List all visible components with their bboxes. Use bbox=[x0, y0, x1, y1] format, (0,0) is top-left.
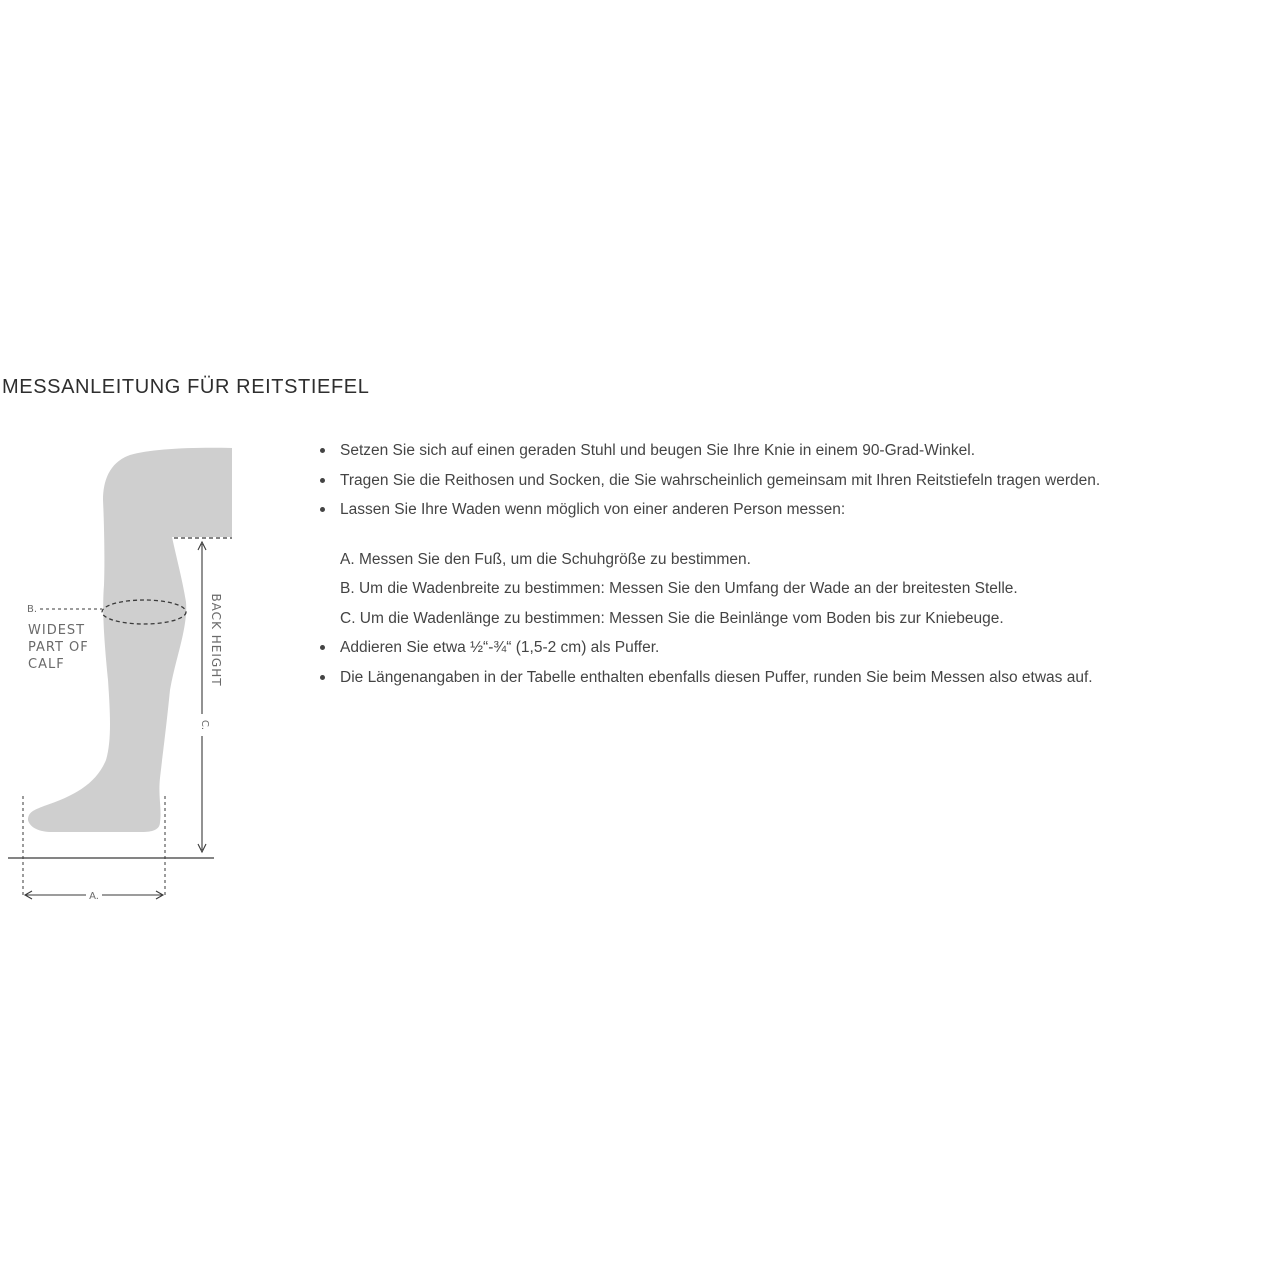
leg-measurement-diagram bbox=[0, 430, 260, 910]
label-a: A. bbox=[89, 891, 99, 902]
label-c: C. bbox=[199, 719, 210, 731]
instruction-item: Setzen Sie sich auf einen geraden Stuhl und beugen Sie Ihre Knie in einem 90-Grad-Winkel. bbox=[318, 436, 1278, 466]
page-title: MESSANLEITUNG FÜR REITSTIEFEL bbox=[2, 376, 370, 398]
instruction-item: Addieren Sie etwa ½“-¾“ (1,5-2 cm) als Puffer. bbox=[318, 633, 1278, 663]
instruction-item: Die Längenangaben in der Tabelle enthalten ebenfalls diesen Puffer, runden Sie beim Messen also etwas auf. bbox=[318, 663, 1278, 693]
instruction-item: Tragen Sie die Reithosen und Socken, die Sie wahrscheinlich gemeinsam mit Ihren Reitstiefeln tragen werden. bbox=[318, 466, 1278, 496]
step-item-c: C. Um die Wadenlänge zu bestimmen: Messen Sie die Beinlänge vom Boden bis zur Kniebeuge. bbox=[340, 609, 1004, 627]
label-widest-3: CALF bbox=[28, 657, 65, 672]
label-b: B. bbox=[27, 604, 38, 615]
step-item-a: A. Messen Sie den Fuß, um die Schuhgröße zu bestimmen. bbox=[340, 550, 751, 568]
instructions-list bbox=[318, 436, 1278, 692]
instruction-item: Lassen Sie Ihre Waden wenn möglich von einer anderen Person messen: bbox=[318, 495, 1278, 525]
label-back-height: BACK HEIGHT bbox=[209, 593, 223, 687]
label-widest-2: PART OF bbox=[28, 640, 89, 655]
label-widest-1: WIDEST bbox=[28, 623, 86, 638]
step-item-b: B. Um die Wadenbreite zu bestimmen: Messen Sie den Umfang der Wade an der breitesten Stelle. bbox=[340, 580, 1018, 597]
